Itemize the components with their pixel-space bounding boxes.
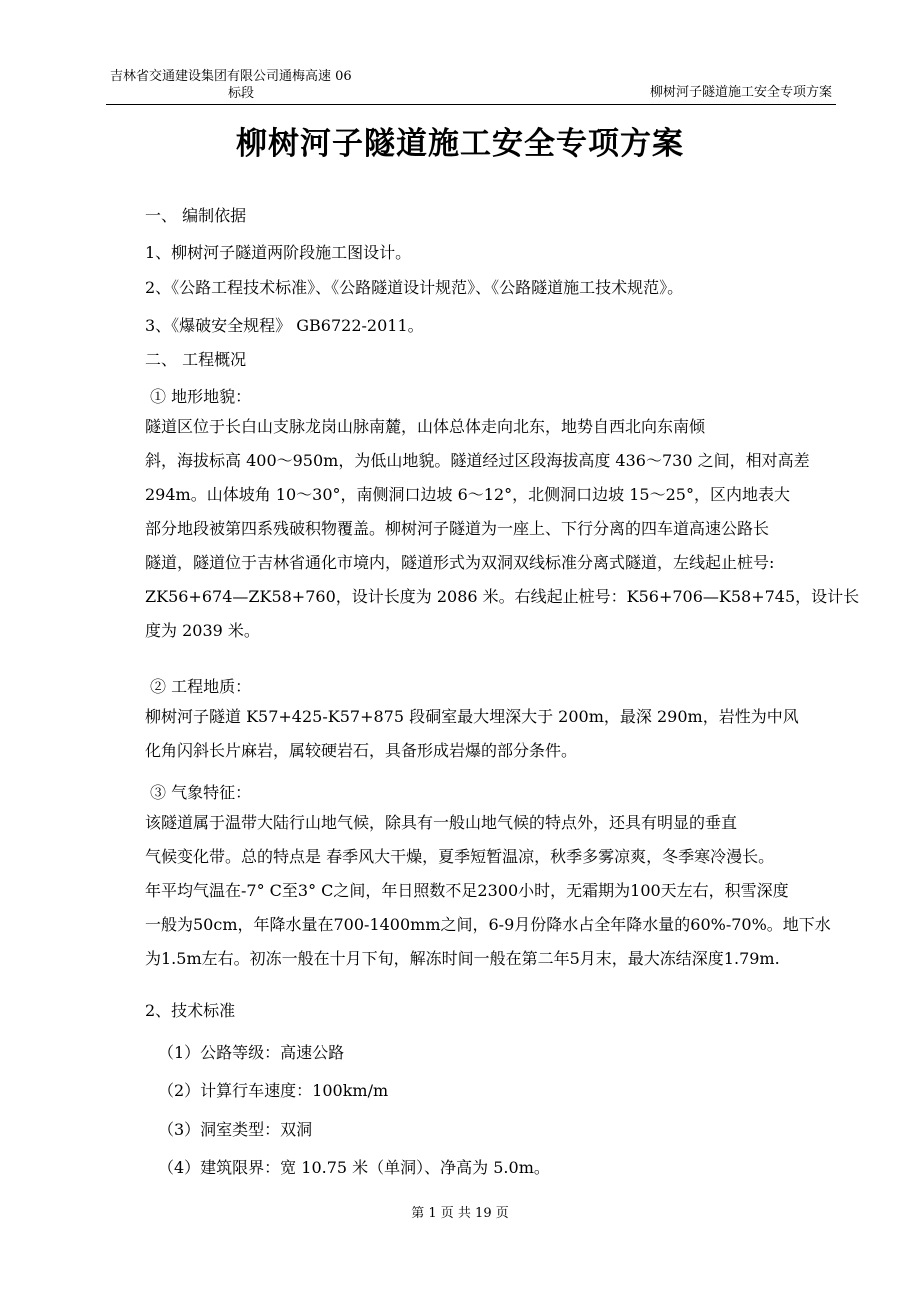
basis-item-3: 3、《爆破安全规程》 GB6722-2011。 <box>145 316 424 335</box>
geology-line: 化角闪斜长片麻岩，属较硬岩石，具备形成岩爆的部分条件。 <box>145 741 578 760</box>
section-2-heading: 二、 工程概况 <box>145 350 247 369</box>
header-divider <box>106 104 836 105</box>
tech-item-3: （3）洞室类型：双洞 <box>158 1120 313 1139</box>
page-number: 第 1 页 共 19 页 <box>411 1206 509 1221</box>
basis-item-1: 1、柳树河子隧道两阶段施工图设计。 <box>145 243 412 262</box>
terrain-line: 隧道区位于长白山支脉龙岗山脉南麓，山体总体走向北东，地势自西北向东南倾 <box>145 417 706 436</box>
header-company-line2: 标段 <box>228 86 255 101</box>
terrain-line: 部分地段被第四系残破积物覆盖。柳树河子隧道为一座上、下行分离的四车道高速公路长 <box>145 519 770 538</box>
climate-line: 气候变化带。总的特点是 春季风大干燥，夏季短暂温凉，秋季多雾凉爽，冬季寒冷漫长。 <box>145 847 775 866</box>
header-doc-title: 柳树河子隧道施工安全专项方案 <box>649 85 832 100</box>
terrain-line: 294m。山体坡角 10～30°，南侧洞口边坡 6～12°，北侧洞口边坡 15～25°，区内地表大 <box>145 485 790 504</box>
geology-line: 柳树河子隧道 K57+425-K57+875 段硐室最大埋深大于 200m，最深 290m，岩性为中风 <box>145 707 799 726</box>
geology-paragraph <box>145 700 845 768</box>
header-company <box>110 68 390 102</box>
basis-item-2: 2、《公路工程技术标准》、《公路隧道设计规范》、《公路隧道施工技术规范》。 <box>145 278 684 297</box>
section-1-heading: 一、 编制依据 <box>145 206 247 225</box>
terrain-heading: ① 地形地貌： <box>150 387 252 406</box>
climate-heading: ③ 气象特征： <box>150 783 252 802</box>
climate-line: 年平均气温在-7° C至3° C之间，年日照数不足2300小时，无霜期为100天左右，积雪深度 <box>145 881 789 900</box>
tech-item-4: （4）建筑限界：宽 10.75 米（单洞）、净高为 5.0m。 <box>158 1158 550 1177</box>
terrain-line: 斜，海拔标高 400～950m，为低山地貌。隧道经过区段海拔高度 436～730 之间，相对高差 <box>145 451 810 470</box>
terrain-line: ZK56+674—ZK58+760，设计长度为 2086 米。右线起止桩号：K56+706—K58+745，设计长 <box>145 587 860 606</box>
tech-item-1: （1）公路等级：高速公路 <box>158 1043 345 1062</box>
climate-paragraph <box>145 806 845 976</box>
tech-item-2: （2）计算行车速度：100km/m <box>158 1081 389 1100</box>
terrain-line: 隧道，隧道位于吉林省通化市境内，隧道形式为双洞双线标准分离式隧道，左线起止桩号: <box>145 553 775 572</box>
geology-heading: ② 工程地质： <box>150 677 252 696</box>
terrain-paragraph <box>145 410 860 648</box>
page-title: 柳树河子隧道施工安全专项方案 <box>236 126 684 162</box>
climate-line: 该隧道属于温带大陆行山地气候，除具有一般山地气候的特点外，还具有明显的垂直 <box>145 813 738 832</box>
climate-line: 为1.5m左右。初冻一般在十月下旬，解冻时间一般在第二年5月末，最大冻结深度1.79m. <box>145 949 780 968</box>
tech-standard-heading: 2、技术标准 <box>145 1001 236 1020</box>
climate-line: 一般为50cm，年降水量在700-1400mm之间，6-9月份降水占全年降水量的60%-70%。地下水 <box>145 915 831 934</box>
terrain-line: 度为 2039 米。 <box>145 621 260 640</box>
header-company-line1: 吉林省交通建设集团有限公司通梅高速 06 <box>110 69 352 84</box>
